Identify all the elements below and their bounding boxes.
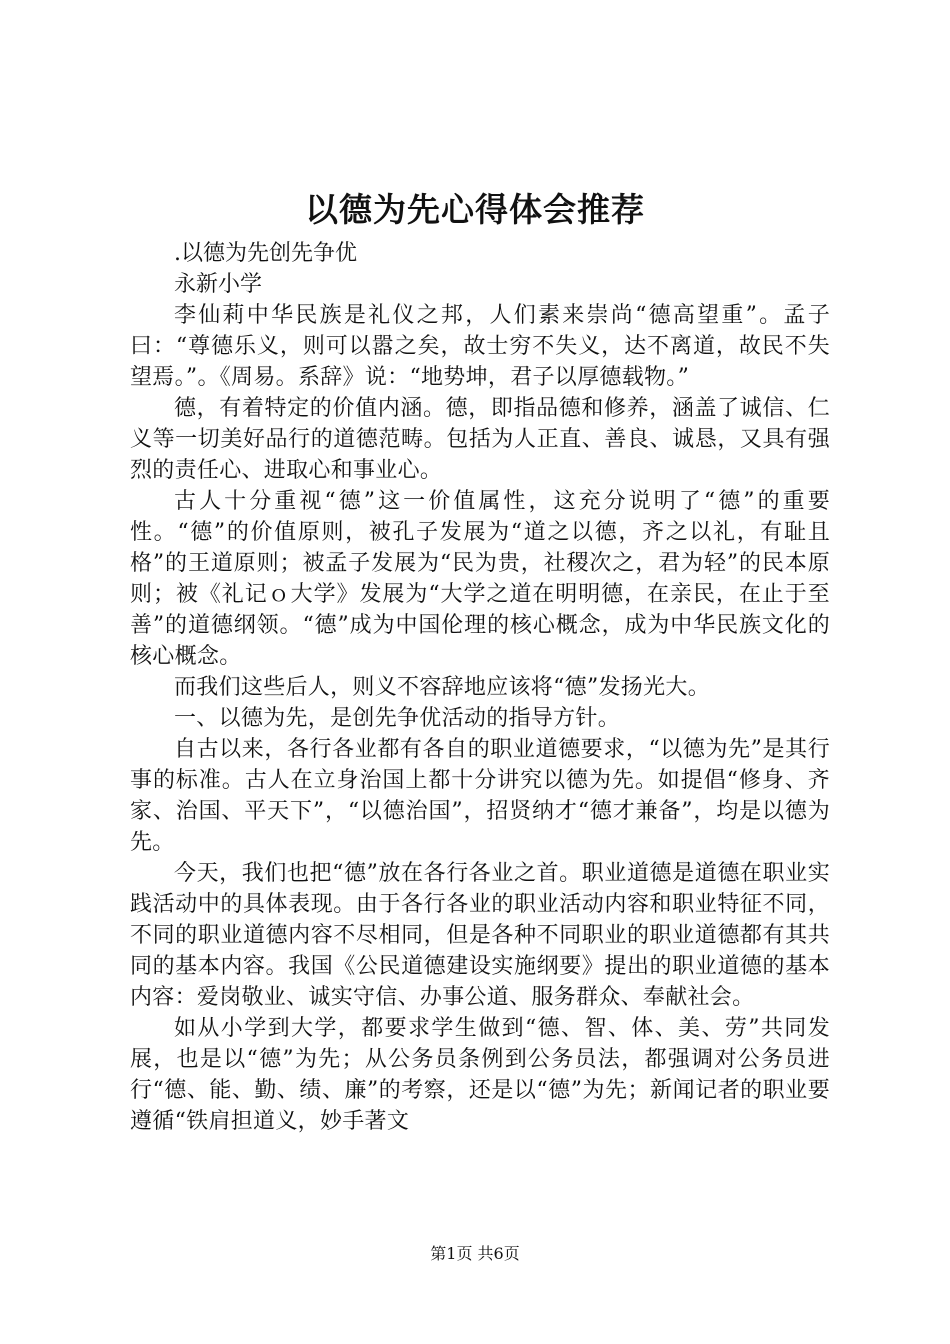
paragraph: 今天，我们也把“德”放在各行各业之首。职业道德是道德在职业实践活动中的具体表现。由于各行各业的职业活动内容和职业特征不同，不同的职业道德内容不尽相同，但是各种不同职业的职业道德都有其共同的基本内容。我国《公民道德建设实施纲要》提出的职业道德的基本内容：爱岗敬业、诚实守信、办事公道、服务群众、奉献社会。	[130, 861, 830, 1010]
paragraph: 而我们这些后人，则义不容辞地应该将“德”发扬光大。	[174, 675, 710, 700]
paragraph: 如从小学到大学，都要求学生做到“德、智、体、美、劳”共同发展，也是以“德”为先；从公务员条例到公务员法，都强调对公务员进行“德、能、勤、绩、廉”的考察，还是以“德”为先；新闻记者的职业要遵循“铁肩担道义，妙手著文	[130, 1016, 830, 1134]
paragraph: 自古以来，各行各业都有各自的职业道德要求，“以德为先”是其行事的标准。古人在立身治国上都十分讲究以德为先。如提倡“修身、齐家、治国、平天下”，“以德治国”，招贤纳才“德才兼备”，均是以德为先。	[130, 737, 830, 855]
page-number: 第1页 共6页	[430, 1244, 520, 1263]
paragraph: 古人十分重视“德”这一价值属性，这充分说明了“德”的重要性。“德”的价值原则，被孔子发展为“道之以德，齐之以礼，有耻且格”的王道原则；被孟子发展为“民为贵，社稷次之，君为轻”的民本原则；被《礼记ｏ大学》发展为“大学之道在明明德，在亲民，在止于至善”的道德纲领。“德”成为中国伦理的核心概念，成为中华民族文化的核心概念。	[130, 489, 830, 669]
section-heading: 一、以德为先，是创先争优活动的指导方针。	[174, 706, 621, 731]
paragraph: 李仙莉中华民族是礼仪之邦，人们素来崇尚“德高望重”。孟子曰：“尊德乐义，则可以嚣之矣，故士穷不失义，达不离道，故民不失望焉。”。《周易。系辞》说：“地势坤，君子以厚德载物。”	[130, 303, 830, 390]
author: 永新小学	[174, 272, 263, 297]
page-title: 以德为先心得体会推荐	[305, 190, 645, 229]
paragraph: 德，有着特定的价值内涵。德，即指品德和修养，涵盖了诚信、仁义等一切美好品行的道德范畴。包括为人正直、善良、诚恳，又具有强烈的责任心、进取心和事业心。	[130, 396, 830, 483]
subtitle: .以德为先创先争优	[174, 241, 357, 266]
document-body	[130, 238, 830, 1137]
